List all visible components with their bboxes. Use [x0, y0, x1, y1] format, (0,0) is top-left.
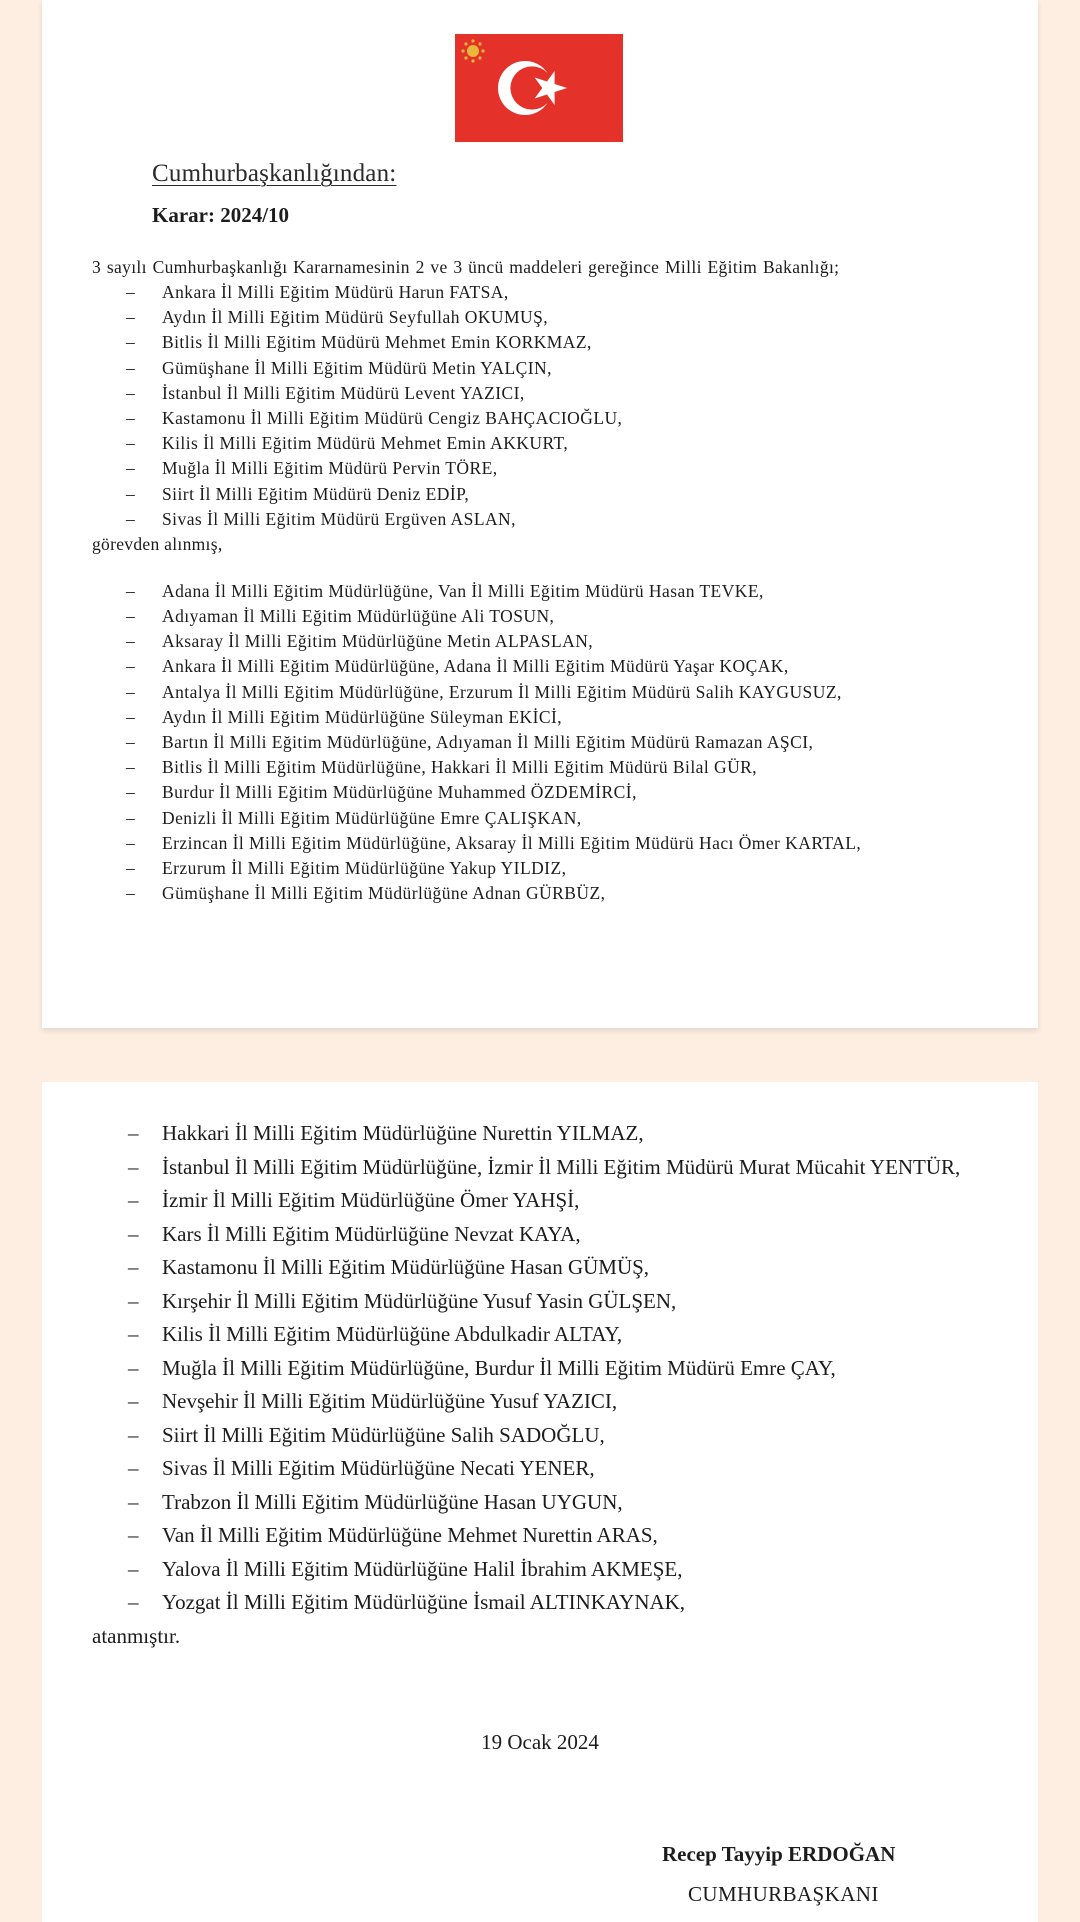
- decree-date: 19 Ocak 2024: [481, 1730, 599, 1754]
- document-page-1: [42, 0, 1038, 1028]
- list-item: – Burdur İl Milli Eğitim Müdürlüğüne Muhammed ÖZDEMİRCİ,: [126, 782, 637, 803]
- dash-bullet: –: [126, 357, 136, 378]
- dash-bullet: –: [128, 1221, 139, 1246]
- appointed-list-page-1: [92, 580, 1028, 904]
- dash-bullet: –: [128, 1523, 139, 1547]
- dash-bullet: –: [126, 508, 136, 529]
- list-item: – Hakkari İl Milli Eğitim Müdürlüğüne Nurettin YILMAZ,: [128, 1121, 644, 1145]
- dash-bullet: –: [126, 782, 136, 803]
- dash-bullet: –: [126, 832, 136, 853]
- dash-bullet: –: [126, 606, 136, 627]
- list-item: – Aksaray İl Milli Eğitim Müdürlüğüne Metin ALPASLAN,: [126, 631, 594, 652]
- list-item: – Muğla İl Milli Eğitim Müdürü Pervin TÖRE,: [126, 458, 498, 479]
- list-item: – Aydın İl Milli Eğitim Müdürü Seyfullah OKUMUŞ,: [126, 307, 549, 328]
- list-item: – Sivas İl Milli Eğitim Müdürlüğüne Necati YENER,: [128, 1456, 595, 1480]
- dash-bullet: –: [128, 1456, 139, 1480]
- list-item: – Bartın İl Milli Eğitim Müdürlüğüne, Adıyaman İl Milli Eğitim Müdürü Ramazan AŞCI,: [126, 732, 814, 752]
- list-item: – Gümüşhane İl Milli Eğitim Müdürü Metin YALÇIN,: [126, 357, 552, 378]
- list-item: – Muğla İl Milli Eğitim Müdürlüğüne, Burdur İl Milli Eğitim Müdürü Emre ÇAY,: [128, 1355, 836, 1380]
- dismissed-closing: görevden alınmış,: [92, 533, 223, 554]
- dash-bullet: –: [128, 1489, 139, 1514]
- document-heading: Cumhurbaşkanlığından:: [152, 160, 397, 187]
- list-item: – Bitlis İl Milli Eğitim Müdürü Mehmet Emin KORKMAZ,: [126, 332, 592, 353]
- dash-bullet: –: [128, 1556, 139, 1581]
- list-item: – Kastamonu İl Milli Eğitim Müdürlüğüne Hasan GÜMÜŞ,: [128, 1255, 650, 1279]
- document-page-2: [42, 1082, 1038, 1922]
- appointed-list-page-2: [92, 1120, 1028, 1616]
- list-item: – Antalya İl Milli Eğitim Müdürlüğüne, Erzurum İl Milli Eğitim Müdürü Salih KAYGUSUZ,: [126, 681, 842, 702]
- dash-bullet: –: [126, 807, 136, 828]
- list-item: – Kastamonu İl Milli Eğitim Müdürü Cengiz BAHÇACIOĞLU,: [126, 407, 623, 428]
- list-item: – İzmir İl Milli Eğitim Müdürlüğüne Ömer YAHŞİ,: [128, 1188, 580, 1212]
- dash-bullet: –: [128, 1188, 139, 1212]
- dash-bullet: –: [128, 1255, 139, 1279]
- list-item: – Gümüşhane İl Milli Eğitim Müdürlüğüne Adnan GÜRBÜZ,: [126, 883, 606, 904]
- list-item: – Yalova İl Milli Eğitim Müdürlüğüne Halil İbrahim AKMEŞE,: [128, 1556, 683, 1581]
- dash-bullet: –: [126, 732, 136, 752]
- list-item: – Yozgat İl Milli Eğitim Müdürlüğüne İsmail ALTINKAYNAK,: [128, 1590, 686, 1614]
- dash-bullet: –: [126, 382, 136, 403]
- list-item: – Kars İl Milli Eğitim Müdürlüğüne Nevzat KAYA,: [128, 1221, 581, 1246]
- list-item: – Nevşehir İl Milli Eğitim Müdürlüğüne Yusuf YAZICI,: [128, 1389, 618, 1413]
- dash-bullet: –: [126, 857, 136, 878]
- dash-bullet: –: [126, 458, 136, 479]
- dash-bullet: –: [126, 483, 136, 504]
- dash-bullet: –: [126, 580, 136, 601]
- list-item: – Kilis İl Milli Eğitim Müdürlüğüne Abdulkadir ALTAY,: [128, 1322, 623, 1346]
- dismissed-list: [92, 281, 1028, 530]
- dash-bullet: –: [126, 332, 136, 353]
- dash-bullet: –: [126, 757, 136, 778]
- dash-bullet: –: [126, 656, 136, 677]
- list-item: – İstanbul İl Milli Eğitim Müdürlüğüne, İzmir İl Milli Eğitim Müdürü Murat Mücahit YENTÜR,: [128, 1154, 961, 1179]
- turkish-flag-icon: [455, 34, 623, 142]
- dash-bullet: –: [126, 307, 136, 328]
- dash-bullet: –: [128, 1590, 139, 1614]
- list-item: – Erzincan İl Milli Eğitim Müdürlüğüne, Aksaray İl Milli Eğitim Müdürü Hacı Ömer KARTAL,: [126, 832, 862, 853]
- dash-bullet: –: [126, 631, 136, 652]
- dash-bullet: –: [128, 1154, 139, 1179]
- dash-bullet: –: [128, 1422, 139, 1447]
- list-item: – Kırşehir İl Milli Eğitim Müdürlüğüne Yusuf Yasin GÜLŞEN,: [128, 1288, 677, 1313]
- list-item: – Sivas İl Milli Eğitim Müdürü Ergüven ASLAN,: [126, 508, 516, 529]
- dash-bullet: –: [128, 1355, 139, 1380]
- decree-intro: 3 sayılı Cumhurbaşkanlığı Kararnamesinin 2 ve 3 üncü maddeleri gereğince Milli Eğitim Bakanlığı;: [92, 257, 840, 277]
- dash-bullet: –: [126, 282, 136, 302]
- dash-bullet: –: [126, 706, 136, 727]
- list-item: – Denizli İl Milli Eğitim Müdürlüğüne Emre ÇALIŞKAN,: [126, 807, 582, 828]
- dash-bullet: –: [128, 1288, 139, 1313]
- list-item: – Adana İl Milli Eğitim Müdürlüğüne, Van İl Milli Eğitim Müdürü Hasan TEVKE,: [126, 580, 764, 601]
- decision-number: Karar: 2024/10: [152, 203, 290, 227]
- signatory-title: CUMHURBAŞKANI: [688, 1882, 879, 1906]
- list-item: – Ankara İl Milli Eğitim Müdürlüğüne, Adana İl Milli Eğitim Müdürü Yaşar KOÇAK,: [126, 656, 789, 677]
- list-item: – Siirt İl Milli Eğitim Müdürü Deniz EDİP,: [126, 483, 470, 504]
- list-item: – Kilis İl Milli Eğitim Müdürü Mehmet Emin AKKURT,: [126, 433, 569, 454]
- dash-bullet: –: [128, 1121, 139, 1145]
- decree-body-continued: [92, 1120, 1028, 1650]
- dash-bullet: –: [128, 1322, 139, 1346]
- list-item: – Aydın İl Milli Eğitim Müdürlüğüne Süleyman EKİCİ,: [126, 706, 563, 727]
- list-item: – Trabzon İl Milli Eğitim Müdürlüğüne Hasan UYGUN,: [128, 1489, 623, 1514]
- dash-bullet: –: [126, 883, 136, 904]
- appointed-closing: atanmıştır.: [92, 1623, 181, 1648]
- dash-bullet: –: [126, 681, 136, 702]
- decree-body: [92, 256, 1028, 907]
- list-item: – Siirt İl Milli Eğitim Müdürlüğüne Salih SADOĞLU,: [128, 1422, 605, 1447]
- dash-bullet: –: [126, 433, 136, 454]
- list-item: – Adıyaman İl Milli Eğitim Müdürlüğüne Ali TOSUN,: [126, 606, 555, 627]
- list-item: – Van İl Milli Eğitim Müdürlüğüne Mehmet Nurettin ARAS,: [128, 1523, 658, 1547]
- signatory-name: Recep Tayyip ERDOĞAN: [662, 1842, 896, 1866]
- list-item: – Ankara İl Milli Eğitim Müdürü Harun FATSA,: [126, 282, 509, 302]
- dash-bullet: –: [126, 407, 136, 428]
- dash-bullet: –: [128, 1389, 139, 1413]
- list-item: – Bitlis İl Milli Eğitim Müdürlüğüne, Hakkari İl Milli Eğitim Müdürü Bilal GÜR,: [126, 757, 758, 778]
- list-item: – Erzurum İl Milli Eğitim Müdürlüğüne Yakup YILDIZ,: [126, 857, 567, 878]
- list-item: – İstanbul İl Milli Eğitim Müdürü Levent YAZICI,: [126, 382, 525, 403]
